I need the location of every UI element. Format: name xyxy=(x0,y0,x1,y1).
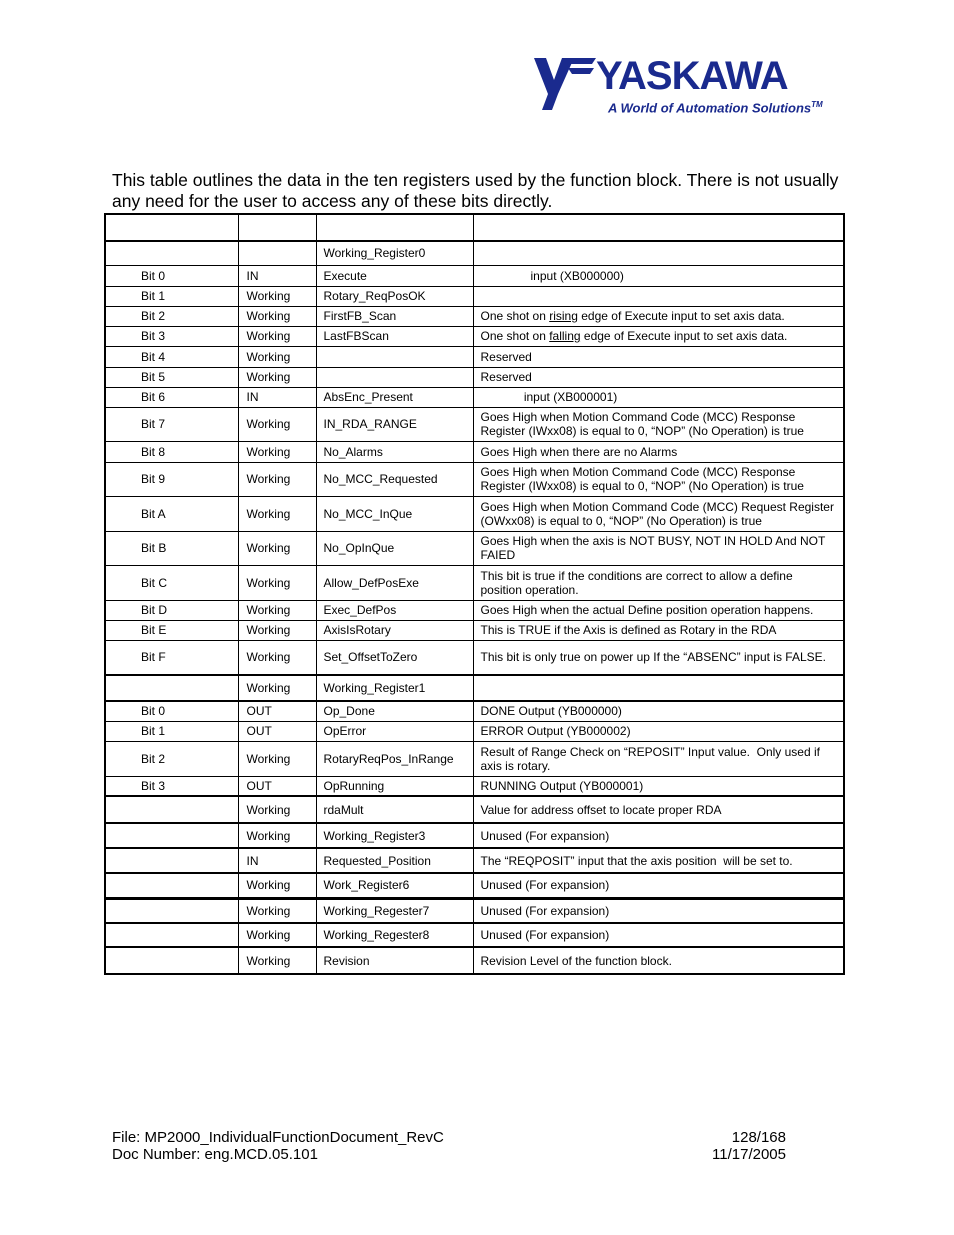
yaskawa-logo xyxy=(532,52,832,122)
bit-cell xyxy=(105,923,238,947)
type-cell: OUT xyxy=(238,701,316,721)
table-row xyxy=(105,326,844,346)
type-cell: OUT xyxy=(238,721,316,741)
table-row xyxy=(105,823,844,848)
table-row xyxy=(105,848,844,873)
name-cell: AxisIsRotary xyxy=(316,620,473,640)
name-cell: Work_Register6 xyxy=(316,873,473,898)
type-cell: Working xyxy=(238,796,316,823)
table-row xyxy=(105,241,844,265)
footer-right xyxy=(700,1129,786,1163)
table-row xyxy=(105,898,844,923)
name-cell: No_MCC_Requested xyxy=(316,462,473,496)
desc-cell: DONE Output (YB000000) xyxy=(473,701,844,721)
table-row xyxy=(105,873,844,898)
type-cell: Working xyxy=(238,947,316,974)
table-row xyxy=(105,721,844,741)
type-cell: Working xyxy=(238,898,316,923)
bit-cell xyxy=(105,898,238,923)
name-cell: Set_OffsetToZero xyxy=(316,640,473,675)
name-cell: Working_Regester7 xyxy=(316,898,473,923)
bit-cell: Bit B xyxy=(105,531,238,565)
type-cell: Working xyxy=(238,531,316,565)
yaskawa-logo-mark-icon xyxy=(532,54,598,112)
type-cell: Working xyxy=(238,823,316,848)
bit-cell: Bit 3 xyxy=(105,326,238,346)
bit-cell: Bit D xyxy=(105,600,238,620)
table-row xyxy=(105,675,844,701)
desc-cell: input (XB000000) xyxy=(473,265,844,286)
desc-cell: Revision Level of the function block. xyxy=(473,947,844,974)
table-row xyxy=(105,265,844,286)
desc-cell: This is TRUE if the Axis is defined as Rotary in the RDA xyxy=(473,620,844,640)
type-cell: Working xyxy=(238,923,316,947)
footer-date: 11/17/2005 xyxy=(712,1146,786,1163)
bit-cell: Bit 1 xyxy=(105,721,238,741)
bit-cell: Bit 7 xyxy=(105,407,238,441)
desc-cell: One shot on falling edge of Execute input to set axis data. xyxy=(473,326,844,346)
bit-cell xyxy=(105,214,238,241)
type-cell: IN xyxy=(238,387,316,407)
name-cell: Working_Register3 xyxy=(316,823,473,848)
footer-doc-number: Doc Number: eng.MCD.05.101 xyxy=(112,1146,318,1163)
table-row xyxy=(105,640,844,675)
bit-cell: Bit A xyxy=(105,496,238,531)
bit-cell: Bit C xyxy=(105,565,238,600)
footer-file: File: MP2000_IndividualFunctionDocument_RevC xyxy=(112,1129,444,1146)
type-cell: IN xyxy=(238,848,316,873)
name-cell: Working_Register1 xyxy=(316,675,473,701)
desc-cell: Result of Range Check on “REPOSIT” Input value. Only used if axis is rotary. xyxy=(473,741,844,776)
desc-cell: Unused (For expansion) xyxy=(473,923,844,947)
name-cell: Working_Regester8 xyxy=(316,923,473,947)
bit-cell xyxy=(105,873,238,898)
bit-cell xyxy=(105,947,238,974)
table-row xyxy=(105,923,844,947)
name-cell: No_MCC_InQue xyxy=(316,496,473,531)
desc-cell xyxy=(473,286,844,306)
desc-cell: Reserved xyxy=(473,367,844,387)
table-row xyxy=(105,367,844,387)
table-row xyxy=(105,496,844,531)
bit-cell: Bit 4 xyxy=(105,346,238,367)
table-row xyxy=(105,796,844,823)
name-cell: OpError xyxy=(316,721,473,741)
bit-cell: Bit 2 xyxy=(105,306,238,326)
type-cell: Working xyxy=(238,675,316,701)
table-row xyxy=(105,214,844,241)
desc-cell: Goes High when the axis is NOT BUSY, NOT IN HOLD And NOT FAIED xyxy=(473,531,844,565)
name-cell: Exec_DefPos xyxy=(316,600,473,620)
table-row xyxy=(105,565,844,600)
type-cell: Working xyxy=(238,620,316,640)
desc-cell: ERROR Output (YB000002) xyxy=(473,721,844,741)
table-row xyxy=(105,776,844,796)
desc-cell xyxy=(473,675,844,701)
bit-cell xyxy=(105,796,238,823)
bit-cell xyxy=(105,848,238,873)
bit-cell xyxy=(105,241,238,265)
type-cell: Working xyxy=(238,873,316,898)
logo-tagline: A World of Automation Solutions™ xyxy=(608,100,823,116)
bit-cell: Bit 2 xyxy=(105,741,238,776)
table-row xyxy=(105,407,844,441)
table-row xyxy=(105,306,844,326)
bit-cell: Bit 8 xyxy=(105,441,238,462)
table-row xyxy=(105,947,844,974)
type-cell: Working xyxy=(238,407,316,441)
table-row xyxy=(105,441,844,462)
type-cell: Working xyxy=(238,741,316,776)
type-cell: OUT xyxy=(238,776,316,796)
desc-cell: The “REQPOSIT” input that the axis position will be set to. xyxy=(473,848,844,873)
bit-cell: Bit 1 xyxy=(105,286,238,306)
table-row xyxy=(105,701,844,721)
desc-cell: Unused (For expansion) xyxy=(473,873,844,898)
logo-brand-text: YASKAWA xyxy=(596,54,788,98)
type-cell: Working xyxy=(238,496,316,531)
desc-cell: Goes High when Motion Command Code (MCC) Request Register (OWxx08) is equal to 0, “NOP” (No Operation) is true xyxy=(473,496,844,531)
table-row xyxy=(105,286,844,306)
name-cell: No_Alarms xyxy=(316,441,473,462)
desc-cell: input (XB000001) xyxy=(473,387,844,407)
type-cell: IN xyxy=(238,265,316,286)
table-row xyxy=(105,531,844,565)
bit-cell: Bit 9 xyxy=(105,462,238,496)
bit-cell: Bit 3 xyxy=(105,776,238,796)
desc-cell: Goes High when the actual Define position operation happens. xyxy=(473,600,844,620)
desc-cell: This bit is true if the conditions are correct to allow a define position operation. xyxy=(473,565,844,600)
table-row xyxy=(105,600,844,620)
name-cell xyxy=(316,367,473,387)
footer-left xyxy=(112,1129,444,1163)
intro-paragraph: This table outlines the data in the ten registers used by the function block. There is not usually any need for the user to access any of these bits directly. xyxy=(112,170,839,211)
name-cell: rdaMult xyxy=(316,796,473,823)
desc-cell: Goes High when Motion Command Code (MCC) Response Register (IWxx08) is equal to 0, “NOP” (No Operation) is true xyxy=(473,462,844,496)
bit-cell xyxy=(105,823,238,848)
table-row xyxy=(105,462,844,496)
register-table-body xyxy=(105,214,844,974)
desc-cell: Goes High when there are no Alarms xyxy=(473,441,844,462)
bit-cell: Bit 0 xyxy=(105,701,238,721)
desc-cell: Reserved xyxy=(473,346,844,367)
type-cell: Working xyxy=(238,326,316,346)
name-cell: IN_RDA_RANGE xyxy=(316,407,473,441)
name-cell: Execute xyxy=(316,265,473,286)
type-cell: Working xyxy=(238,346,316,367)
table-row xyxy=(105,741,844,776)
type-cell: Working xyxy=(238,306,316,326)
name-cell: RotaryReqPos_InRange xyxy=(316,741,473,776)
table-row xyxy=(105,620,844,640)
name-cell: Working_Register0 xyxy=(316,241,473,265)
type-cell: Working xyxy=(238,565,316,600)
footer-page-number: 128/168 xyxy=(731,1129,786,1146)
type-cell: Working xyxy=(238,462,316,496)
type-cell xyxy=(238,241,316,265)
desc-cell: Value for address offset to locate proper RDA xyxy=(473,796,844,823)
name-cell: Revision xyxy=(316,947,473,974)
name-cell: AbsEnc_Present xyxy=(316,387,473,407)
bit-cell: Bit 5 xyxy=(105,367,238,387)
type-cell: Working xyxy=(238,286,316,306)
desc-cell: One shot on rising edge of Execute input to set axis data. xyxy=(473,306,844,326)
table-row xyxy=(105,346,844,367)
name-cell: Requested_Position xyxy=(316,848,473,873)
name-cell xyxy=(316,346,473,367)
bit-cell xyxy=(105,675,238,701)
name-cell: OpRunning xyxy=(316,776,473,796)
name-cell: FirstFB_Scan xyxy=(316,306,473,326)
desc-cell: RUNNING Output (YB000001) xyxy=(473,776,844,796)
name-cell: Rotary_ReqPosOK xyxy=(316,286,473,306)
desc-cell: This bit is only true on power up If the “ABSENC” input is FALSE. xyxy=(473,640,844,675)
type-cell: Working xyxy=(238,640,316,675)
name-cell xyxy=(316,214,473,241)
bit-cell: Bit 0 xyxy=(105,265,238,286)
type-cell: Working xyxy=(238,441,316,462)
name-cell: LastFBScan xyxy=(316,326,473,346)
name-cell: Allow_DefPosExe xyxy=(316,565,473,600)
table-row xyxy=(105,387,844,407)
desc-cell xyxy=(473,214,844,241)
desc-cell: Unused (For expansion) xyxy=(473,823,844,848)
name-cell: No_OpInQue xyxy=(316,531,473,565)
desc-cell: Unused (For expansion) xyxy=(473,898,844,923)
type-cell: Working xyxy=(238,367,316,387)
type-cell: Working xyxy=(238,600,316,620)
desc-cell: Goes High when Motion Command Code (MCC) Response Register (IWxx08) is equal to 0, “NOP” (No Operation) is true xyxy=(473,407,844,441)
desc-cell xyxy=(473,241,844,265)
register-table xyxy=(104,213,845,975)
bit-cell: Bit E xyxy=(105,620,238,640)
bit-cell: Bit 6 xyxy=(105,387,238,407)
bit-cell: Bit F xyxy=(105,640,238,675)
type-cell xyxy=(238,214,316,241)
name-cell: Op_Done xyxy=(316,701,473,721)
